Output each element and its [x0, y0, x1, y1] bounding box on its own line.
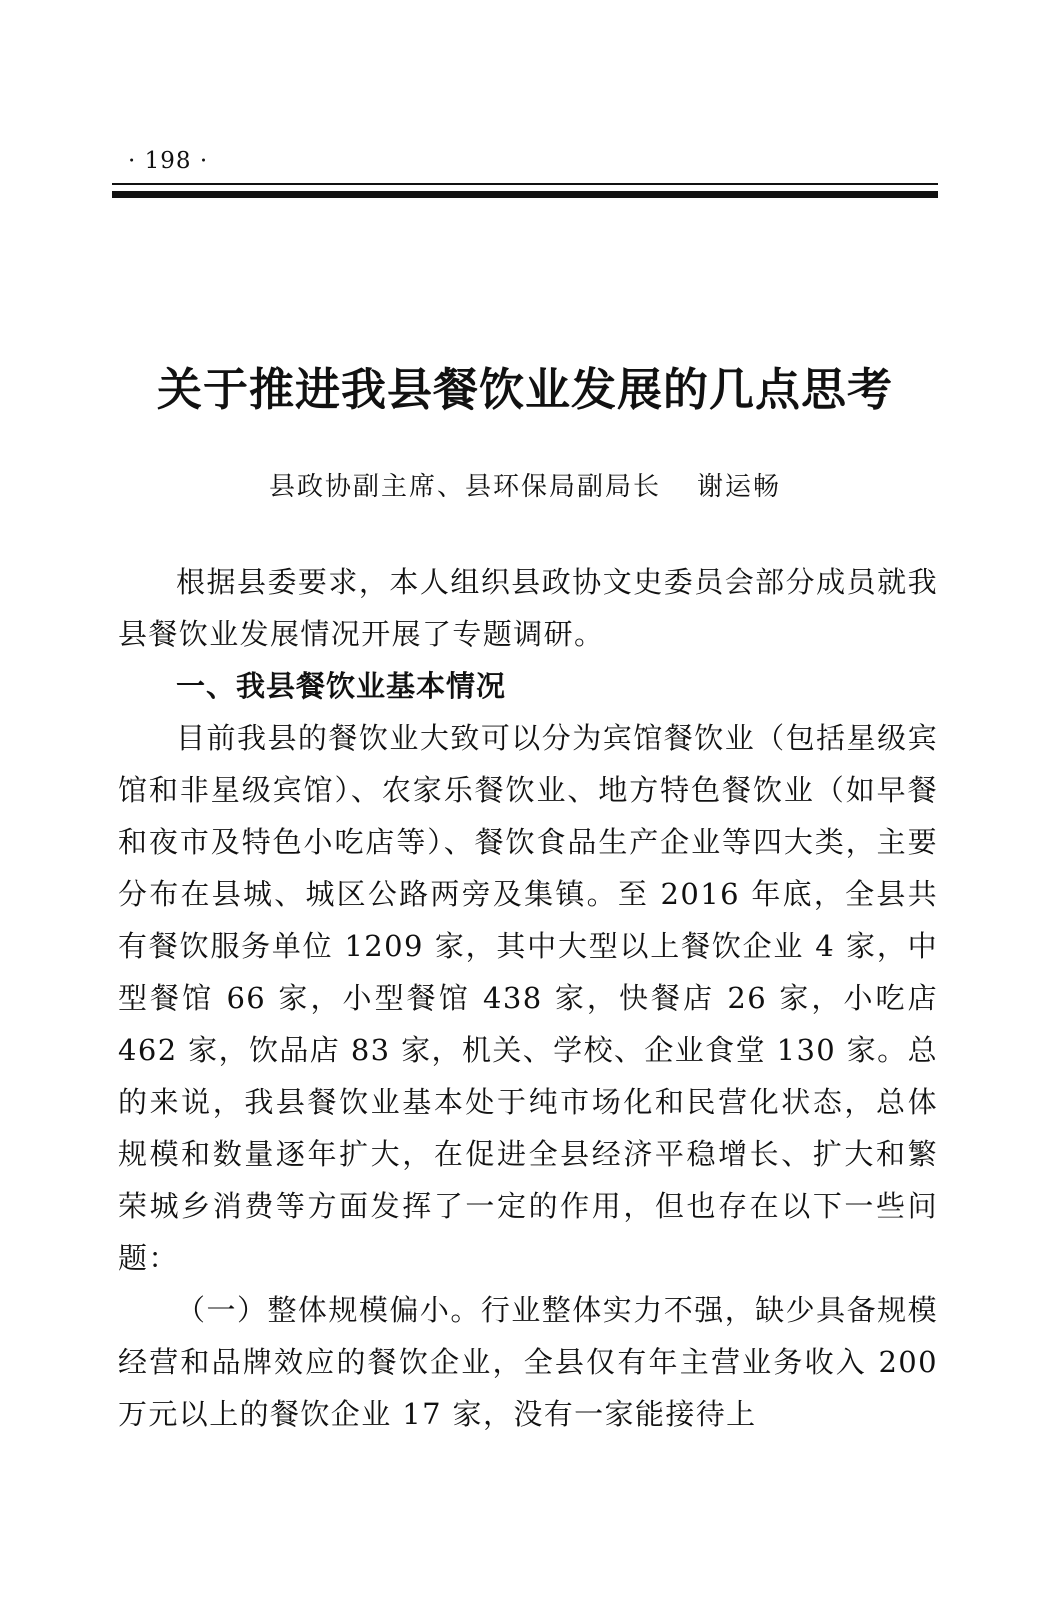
- body-paragraph: （一）整体规模偏小。行业整体实力不强，缺少具备规模经营和品牌效应的餐饮企业，全县仅有年主营业务收入 200 万元以上的餐饮企业 17 家，没有一家能接待上: [118, 1293, 938, 1431]
- header-rule-thick: [112, 191, 938, 198]
- body-paragraph: 目前我县的餐饮业大致可以分为宾馆餐饮业（包括星级宾馆和非星级宾馆）、农家乐餐饮业、地方特色餐饮业（如早餐和夜市及特色小吃店等）、餐饮食品生产企业等四大类，主要分布在县城、城区公路两旁及集镇。至 2016 年底，全县共有餐饮服务单位 1209 家，其中大型以上餐饮企业 4 家，中型餐馆 66 家，小型餐馆 438 家，快餐店 26 家，小吃店 462 家，饮品店 83 家，机关、学校、企业食堂 130 家。总的来说，我县餐饮业基本处于纯市场化和民营化状态，总体规模和数量逐年扩大，在促进全县经济平稳增长、扩大和繁荣城乡消费等方面发挥了一定的作用，但也存在以下一些问题：: [118, 721, 938, 1275]
- article-byline: [112, 466, 938, 503]
- author-role: 县政协副主席、县环保局副局长: [268, 472, 661, 502]
- section-heading: 一、我县餐饮业基本情况: [176, 669, 507, 703]
- author-name: 谢运畅: [697, 472, 782, 502]
- header-rule-thin: [112, 183, 938, 185]
- article-body: [118, 556, 938, 1440]
- article-title: 关于推进我县餐饮业发展的几点思考: [156, 363, 893, 416]
- page-number: · 198 ·: [128, 148, 209, 174]
- intro-paragraph: 根据县委要求，本人组织县政协文史委员会部分成员就我县餐饮业发展情况开展了专题调研。: [118, 565, 938, 651]
